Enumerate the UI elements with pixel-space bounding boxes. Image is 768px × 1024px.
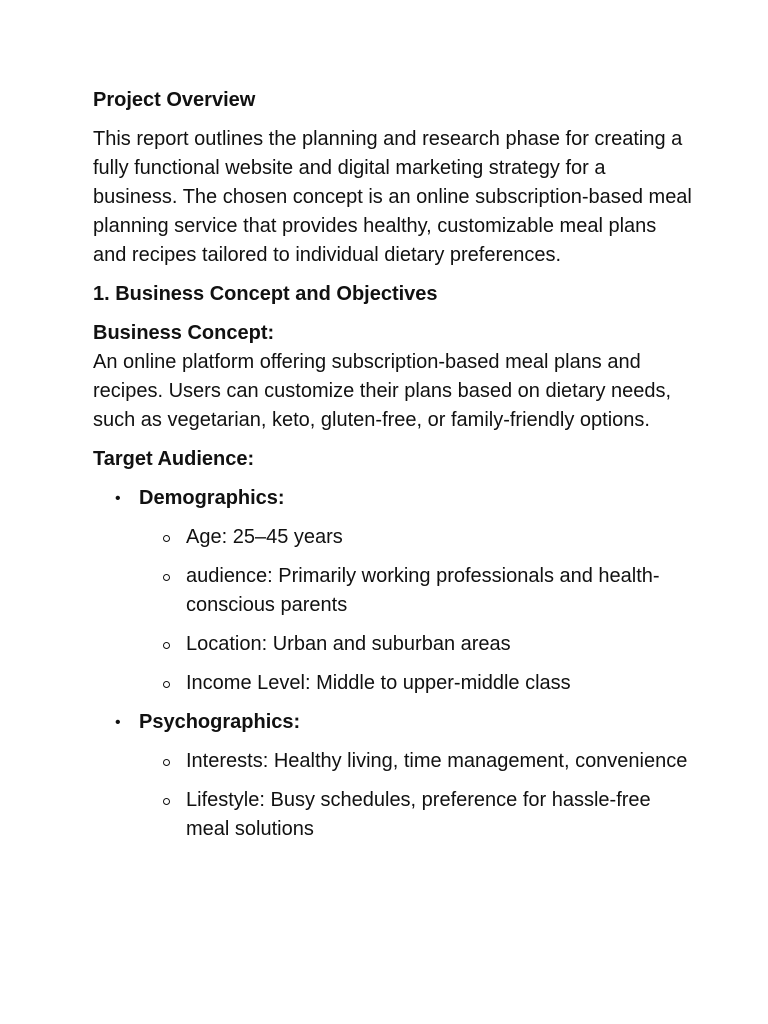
demographics-item: audience: Primarily working professionals and health-conscious parents xyxy=(186,565,660,616)
audience-list xyxy=(93,484,693,844)
demographics-label: Demographics: xyxy=(139,487,285,509)
list-item xyxy=(93,708,693,844)
project-overview-heading: Project Overview xyxy=(93,89,256,111)
bullet-icon: • xyxy=(115,714,121,731)
demographics-item: Age: 25–45 years xyxy=(186,526,343,548)
bullet-icon: • xyxy=(115,490,121,507)
business-concept-label: Business Concept: xyxy=(93,322,275,344)
list-item xyxy=(139,786,693,844)
section-1-heading: 1. Business Concept and Objectives xyxy=(93,283,438,305)
psychographics-list xyxy=(139,747,693,844)
circle-bullet-icon xyxy=(163,681,170,688)
list-item xyxy=(139,523,693,552)
project-overview-body: This report outlines the planning and research phase for creating a fully functional website and digital marketing strategy for a business. The chosen concept is an online subscription-based meal planning service that provides healthy, customizable meal plans and recipes tailored to individual dietary preferences. xyxy=(93,128,692,266)
business-concept-block xyxy=(93,319,693,435)
demographics-item: Location: Urban and suburban areas xyxy=(186,633,511,655)
list-item xyxy=(139,630,693,659)
demographics-item: Income Level: Middle to upper-middle class xyxy=(186,672,571,694)
circle-bullet-icon xyxy=(163,759,170,766)
demographics-list xyxy=(139,523,693,698)
psychographics-item: Interests: Healthy living, time management, convenience xyxy=(186,750,688,772)
psychographics-item: Lifestyle: Busy schedules, preference for hassle-free meal solutions xyxy=(186,789,651,840)
list-item xyxy=(93,484,693,698)
circle-bullet-icon xyxy=(163,574,170,581)
list-item xyxy=(139,562,693,620)
psychographics-label: Psychographics: xyxy=(139,711,301,733)
business-concept-body: An online platform offering subscription-based meal plans and recipes. Users can customize their plans based on dietary needs, such as vegetarian, keto, gluten-free, or family-friendly options. xyxy=(93,351,672,431)
list-item xyxy=(139,747,693,776)
circle-bullet-icon xyxy=(163,535,170,542)
circle-bullet-icon xyxy=(163,642,170,649)
target-audience-heading: Target Audience: xyxy=(93,448,255,470)
list-item xyxy=(139,669,693,698)
circle-bullet-icon xyxy=(163,798,170,805)
document-page xyxy=(93,86,693,854)
